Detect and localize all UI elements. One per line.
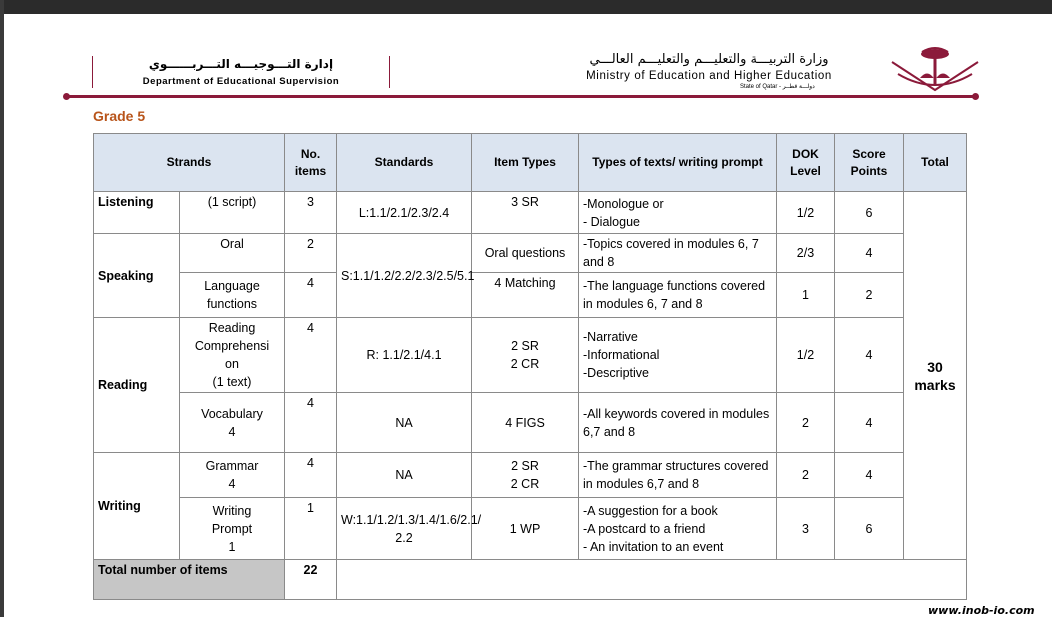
reading-comp-score: 4 [835, 318, 904, 393]
listening-dok: 1/2 [777, 192, 835, 234]
sub-line: (1 text) [212, 375, 252, 389]
table-row [94, 453, 967, 498]
sub-line: Vocabulary [201, 406, 263, 421]
strand-writing: Writing [94, 453, 180, 560]
writing-grammar-texts: -The grammar structures covered in modules 6,7 and 8 [579, 453, 777, 498]
speaking-lang-score: 2 [835, 273, 904, 318]
reading-comp-texts [579, 318, 777, 393]
ministry-name-english: Ministry of Education and Higher Education [586, 70, 832, 82]
writing-grammar-sub [180, 453, 285, 498]
table-row [94, 273, 967, 318]
reading-comp-type [472, 318, 579, 393]
total-row [94, 560, 967, 600]
header-score-points: Score Points [835, 134, 904, 192]
speaking-oral-items: 2 [285, 234, 337, 273]
text-line: -A suggestion for a book [583, 503, 718, 518]
sub-line: Grammar [205, 459, 259, 473]
header-row [94, 134, 967, 192]
sub-line: on [225, 357, 239, 371]
header-divider [66, 95, 976, 98]
header-total: Total [904, 134, 967, 192]
listening-items: 3 [285, 192, 337, 234]
strand-speaking: Speaking [94, 234, 180, 318]
speaking-oral-sub: Oral [180, 234, 285, 273]
sub-line: 4 [228, 424, 236, 439]
header-item-types: Item Types [472, 134, 579, 192]
reading-comp-items: 4 [285, 318, 337, 393]
speaking-standard: S:1.1/1.2/2.2/2.3/2.5/5.1 [337, 234, 472, 318]
table-row [94, 393, 967, 453]
writing-prompt-dok: 3 [777, 498, 835, 560]
writing-prompt-texts [579, 498, 777, 560]
listening-type: 3 SR [472, 192, 579, 234]
table-row [94, 234, 967, 273]
reading-vocab-texts: -All keywords covered in modules 6,7 and 8 [579, 393, 777, 453]
divider-end-right [972, 93, 979, 100]
text-line: -Narrative [583, 330, 638, 344]
writing-grammar-type [472, 453, 579, 498]
writing-prompt-type: 1 WP [472, 498, 579, 560]
header-types-of-texts: Types of texts/ writing prompt [579, 134, 777, 192]
table-row [94, 498, 967, 560]
sub-line: 4 [228, 477, 236, 491]
department-header [92, 56, 390, 88]
writing-prompt-sub [180, 498, 285, 560]
reading-vocab-type: 4 FIGS [472, 393, 579, 453]
reading-comp-dok: 1/2 [777, 318, 835, 393]
ministry-logo-icon [890, 44, 980, 99]
total-items-label: Total number of items [94, 560, 285, 600]
type-line: 2 CR [510, 477, 540, 491]
reading-comp-standard: R: 1.1/2.1/4.1 [337, 318, 472, 393]
department-name-english: Department of Educational Supervision [142, 76, 340, 87]
state-of-qatar-label: State of Qatar - دولـــة قطــر [740, 84, 815, 90]
window-top-bar [0, 0, 1052, 14]
grade-title: Grade 5 [93, 108, 146, 124]
text-line: - An invitation to an event [583, 539, 724, 554]
text-line: -Informational [583, 348, 660, 362]
text-line: -Descriptive [583, 366, 649, 380]
listening-sub: (1 script) [180, 192, 285, 234]
total-items-value: 22 [285, 560, 337, 600]
speaking-lang-dok: 1 [777, 273, 835, 318]
reading-vocab-standard: NA [337, 393, 472, 453]
writing-grammar-score: 4 [835, 453, 904, 498]
writing-prompt-score: 6 [835, 498, 904, 560]
sub-line: 1 [228, 539, 236, 554]
ministry-name-arabic: وزارة التربيـــة والتعليـــم والتعليـــم العالـــي [589, 52, 829, 67]
table-row [94, 318, 967, 393]
header-dok-level: DOK Level [777, 134, 835, 192]
speaking-lang-sub: Language functions [180, 273, 285, 318]
writing-prompt-standard: W:1.1/1.2/1.3/1.4/1.6/2.1/ 2.2 [337, 498, 472, 560]
website-watermark: www.inob-io.com [928, 604, 1035, 617]
writing-prompt-items: 1 [285, 498, 337, 560]
listening-texts [579, 192, 777, 234]
type-line: 2 SR [511, 339, 539, 353]
listening-standard: L:1.1/2.1/2.3/2.4 [337, 192, 472, 234]
total-row-empty [337, 560, 967, 600]
speaking-oral-score: 4 [835, 234, 904, 273]
strand-reading: Reading [94, 318, 180, 453]
total-marks [904, 192, 967, 560]
speaking-oral-dok: 2/3 [777, 234, 835, 273]
total-marks-unit: marks [914, 376, 956, 393]
speaking-lang-texts: -The language functions covered in modules 6, 7 and 8 [579, 273, 777, 318]
table-row [94, 192, 967, 234]
writing-grammar-dok: 2 [777, 453, 835, 498]
header-strands: Strands [94, 134, 285, 192]
divider-end-left [63, 93, 70, 100]
reading-vocab-score: 4 [835, 393, 904, 453]
text-line: -A postcard to a friend [583, 521, 706, 536]
type-line: 2 SR [511, 459, 539, 473]
header-standards: Standards [337, 134, 472, 192]
sub-line: Writing [212, 503, 252, 518]
speaking-lang-type: 4 Matching [472, 273, 579, 318]
strand-listening: Listening [94, 192, 180, 234]
speaking-oral-texts: -Topics covered in modules 6, 7 and 8 [579, 234, 777, 273]
listening-score: 6 [835, 192, 904, 234]
sub-line: Comprehensi [194, 339, 270, 353]
sub-line: Reading [208, 321, 256, 335]
type-line: 2 CR [510, 357, 540, 371]
speaking-oral-type: Oral questions [472, 234, 579, 273]
reading-comp-sub [180, 318, 285, 393]
department-name-arabic: إدارة التـــوجيـــه التـــربــــــوي [148, 57, 334, 71]
reading-vocab-dok: 2 [777, 393, 835, 453]
writing-grammar-items: 4 [285, 453, 337, 498]
text-line: - Dialogue [583, 214, 640, 229]
window-left-edge [0, 0, 4, 617]
writing-grammar-standard: NA [337, 453, 472, 498]
header-no-items: No. items [285, 134, 337, 192]
reading-vocab-items: 4 [285, 393, 337, 453]
speaking-lang-items: 4 [285, 273, 337, 318]
reading-vocab-sub [180, 393, 285, 453]
text-line: -Monologue or [583, 196, 664, 211]
total-marks-value: 30 [927, 358, 943, 375]
specification-table [93, 133, 967, 600]
sub-line: Prompt [211, 521, 253, 536]
